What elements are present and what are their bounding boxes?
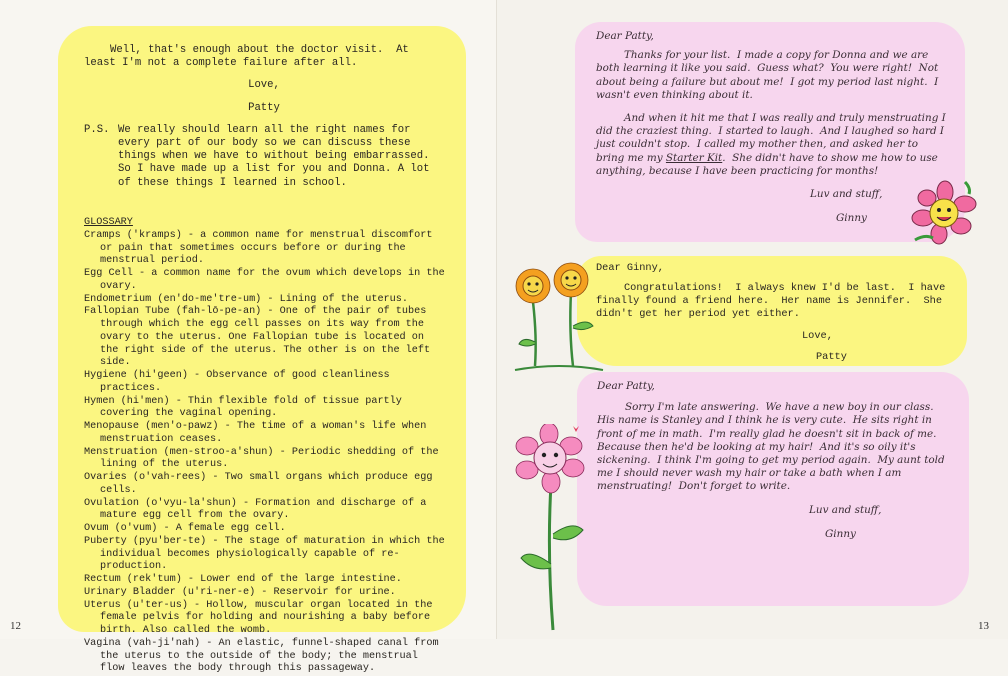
signature: Patty — [248, 101, 280, 114]
letter2-signature: Patty — [816, 351, 847, 363]
letter3-body: Sorry I'm late answering. We have a new boy in our class. His name is Stanley and I think he is very cute. He sits right in front of me in math. I'm really glad he doesn't sit in back of me. Because then he'd be looking at my hair! And it's so oily it's sickening. I think I'm going to get my period again. My aunt told me I should never wash my hair or take a bath when I am menstruating! Don't forget to write. — [597, 401, 948, 493]
letter3-signature: Ginny — [825, 527, 856, 540]
ps-label: P.S. — [84, 123, 110, 136]
letter1-greeting: Dear Patty, — [596, 30, 654, 42]
starter-kit-text: Starter Kit — [665, 151, 723, 164]
glossary-entry: Uterus (u'ter-us) - Hollow, muscular organ located in the female pelvis for holding and nourishing a baby before birth. Also called the womb. — [84, 599, 433, 636]
intro-text: Well, that's enough about the doctor visit. At least I'm not a complete failure after all. — [84, 44, 416, 70]
page-number-left: 12 — [10, 620, 21, 632]
glossary-entry: Puberty (pyu'ber-te) - The stage of maturation in which the individual becomes physiologically capable of re- production. — [84, 535, 445, 573]
glossary-entry: Hygiene (hi'geen) - Observance of good cleanliness practices. — [84, 370, 390, 394]
letter1-para1: Thanks for your list. I made a copy for Donna and we are both learning it like you said. Guess what? You were right! Not about being a failure but about me! I got my period last night. I wasn't even thinking about it. — [596, 49, 942, 101]
glossary-entry: Menstruation (men-stroo-a'shun) - Periodic shedding of the lining of the uterus. — [84, 446, 439, 471]
page-number-right: 13 — [978, 620, 989, 632]
letter3-closing: Luv and stuff, — [809, 503, 882, 516]
glossary-entry: Ovum (o'vum) - A female egg cell. — [84, 523, 286, 534]
letter2-body: Congratulations! I always knew I'd be last. I have finally found a friend here. Her name is Jennifer. She didn't get her period yet either. — [596, 282, 952, 320]
glossary-title: GLOSSARY — [84, 217, 133, 228]
letter1-para2-text-end: . She didn't have to show me how to use anything, because I have been practicing for months! — [596, 151, 942, 177]
glossary-entry: Urinary Bladder (u'ri-ner-e) - Reservoir for urine. — [84, 586, 396, 598]
glossary-entry: Endometrium (en'do-me'tre-um) - Lining of the uterus. — [84, 293, 409, 305]
letter2-closing: Love, — [802, 330, 833, 342]
right-page — [497, 0, 1008, 639]
letter3-greeting: Dear Patty, — [597, 380, 655, 392]
left-page — [0, 0, 497, 675]
glossary-entry: Hymen (hi'men) - Thin flexible fold of tissue partly covering the vaginal opening. — [84, 395, 402, 420]
glossary-entry: Rectum (rek'tum) - Lower end of the large intestine. — [84, 574, 402, 585]
glossary-entry: Menopause (men'o-pawz) - The time of a woman's life when menstruation ceases. — [84, 421, 427, 445]
two-sunflowers-icon — [513, 262, 605, 374]
postscript — [84, 124, 444, 190]
letter2-greeting: Dear Ginny, — [596, 262, 664, 274]
glossary-entry: Cramps ('kramps) - a common name for menstrual discomfort or pain that sometimes occurs before or during the menstrual period. — [84, 229, 433, 267]
glossary-entry: Ovaries (o'vah-rees) - Two small organs which produce egg cells. — [84, 472, 433, 496]
letter-continuation — [84, 44, 444, 190]
letter3 — [597, 380, 949, 541]
glossary-entry: Egg Cell - a common name for the ovum which develops in the ovary. — [84, 268, 445, 292]
glossary-entry: Vagina (vah-ji'nah) - An elastic, funnel-shaped canal from the uterus to the outside of the body; the menstrual flow leaves the body through this passageway. — [84, 637, 439, 675]
letter1-para2 — [596, 112, 948, 178]
glossary-entry: Fallopian Tube (fah-lō-pe-an) - One of the pair of tubes through which the egg cell passes on its way from the ovary to the uterus. One Fallopian tube is located on the right side of the uterus. The other is on the left side. — [84, 306, 431, 369]
letter1-para2-text: And when it hit me that I was really and truly menstruating I did the craziest thing. I started to laugh. And I laughed so hard I just couldn't stop. I called my mother then, and asked her to bring me my — [596, 112, 950, 164]
ps-text: We really should learn all the right names for every part of our body so we can discuss these things when we have to without being embarrassed. So I have made up a list for you and Donna. A lot of these things I learned in school. — [118, 123, 430, 189]
letter1-signature: Ginny — [836, 212, 867, 225]
smiling-flower-icon — [909, 178, 981, 250]
glossary-entry: Ovulation (o'vyu-la'shun) - Formation and discharge of a mature egg cell from the ovary. — [84, 497, 427, 522]
letter2 — [596, 262, 958, 364]
glossary — [84, 217, 448, 676]
tall-pink-flower-icon — [513, 424, 589, 634]
letter1-closing: Luv and stuff, — [810, 188, 883, 201]
closing: Love, — [248, 79, 280, 92]
letter1 — [596, 30, 948, 225]
